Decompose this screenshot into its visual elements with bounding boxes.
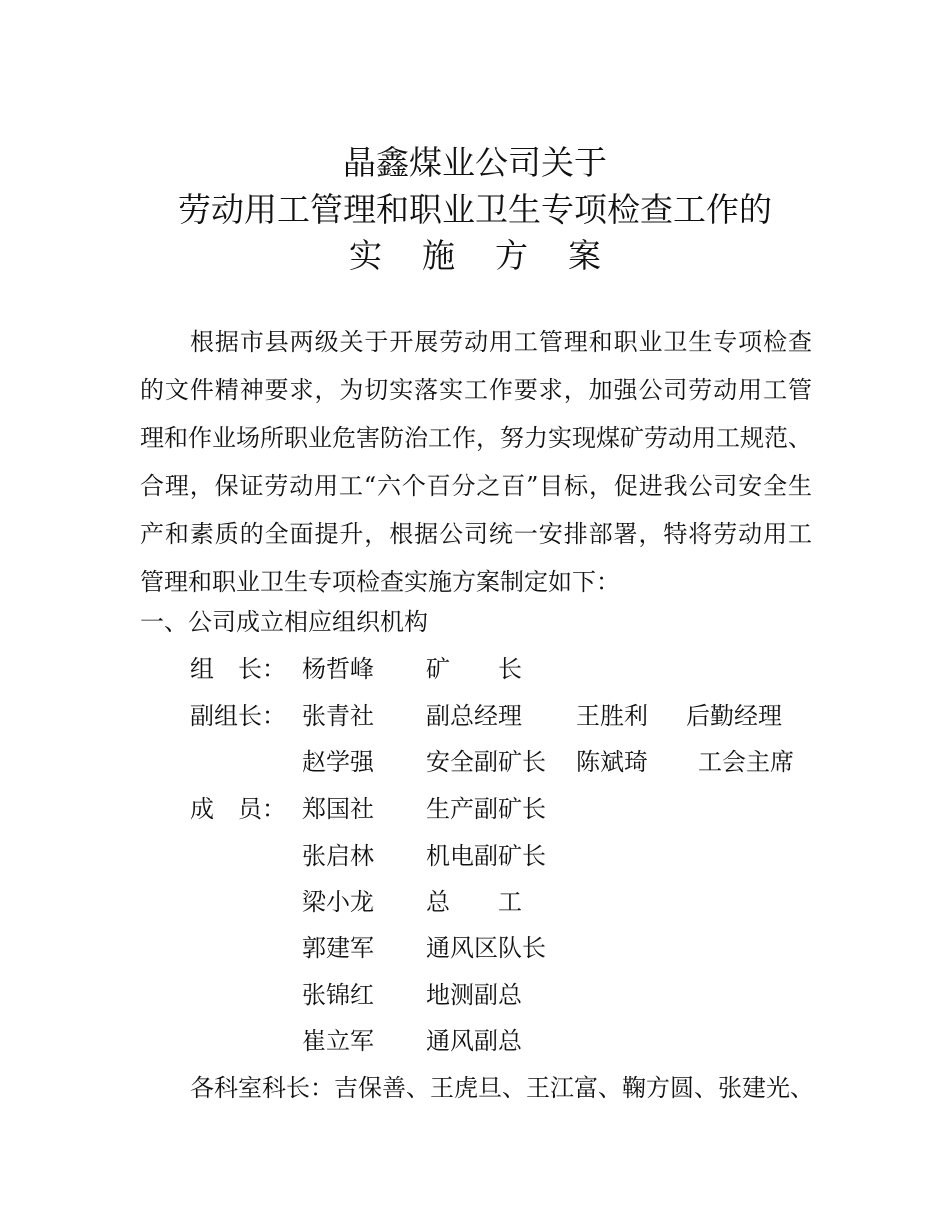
paragraph-line: 产和素质的全面提升，根据公司统一安排部署，特将劳动用工 [140, 520, 812, 548]
document-title-line-3 [0, 236, 950, 276]
deputy-name: 赵学强 [302, 748, 374, 776]
title-char: 实 [349, 236, 382, 275]
member-title: 机电副矿长 [426, 842, 546, 870]
member-name: 崔立军 [302, 1027, 374, 1055]
leader-name: 杨哲峰 [302, 655, 374, 683]
member-name: 梁小龙 [302, 888, 374, 916]
document-title-line-2: 劳动用工管理和职业卫生专项检查工作的 [178, 190, 772, 229]
deputy-name: 张青社 [302, 702, 374, 730]
deputy-title: 安全副矿长 [426, 748, 546, 776]
member-title: 总 工 [426, 888, 522, 916]
deputy-title: 后勤经理 [686, 702, 782, 730]
member-name: 郭建军 [302, 934, 374, 962]
member-name: 张锦红 [302, 981, 374, 1009]
section-heading: 一、公司成立相应组织机构 [140, 608, 428, 636]
member-name: 郑国社 [302, 795, 374, 823]
deputy-label: 副组长： [190, 702, 286, 730]
paragraph-line: 根据市县两级关于开展劳动用工管理和职业卫生专项检查 [190, 328, 812, 356]
paragraph-line: 合理，保证劳动用工“六个百分之百”目标，促进我公司安全生 [140, 472, 812, 500]
title-char: 施 [422, 236, 455, 275]
member-label: 成 员： [190, 795, 286, 823]
member-title: 通风区队长 [426, 934, 546, 962]
paragraph-line: 的文件精神要求，为切实落实工作要求，加强公司劳动用工管 [140, 376, 812, 404]
section-chiefs-line: 各科室科长：吉保善、王虎旦、王江富、鞠方圆、张建光、 [190, 1074, 814, 1102]
paragraph-line: 理和作业场所职业危害防治工作，努力实现煤矿劳动用工规范、 [140, 424, 812, 452]
paragraph-line: 管理和职业卫生专项检查实施方案制定如下： [140, 568, 620, 596]
leader-label: 组 长： [190, 655, 286, 683]
title-char: 案 [568, 236, 601, 275]
document-title-line-1: 晶鑫煤业公司关于 [343, 143, 607, 182]
title-char: 方 [495, 236, 528, 275]
intro-paragraph [140, 318, 812, 606]
deputy-title: 工会主席 [698, 748, 794, 776]
deputy-name: 王胜利 [576, 702, 648, 730]
deputy-title: 副总经理 [426, 702, 522, 730]
member-title: 通风副总 [426, 1027, 522, 1055]
leader-title: 矿 长 [426, 655, 522, 683]
deputy-name: 陈斌琦 [576, 748, 648, 776]
member-title: 地测副总 [426, 981, 522, 1009]
member-title: 生产副矿长 [426, 795, 546, 823]
member-name: 张启林 [302, 842, 374, 870]
